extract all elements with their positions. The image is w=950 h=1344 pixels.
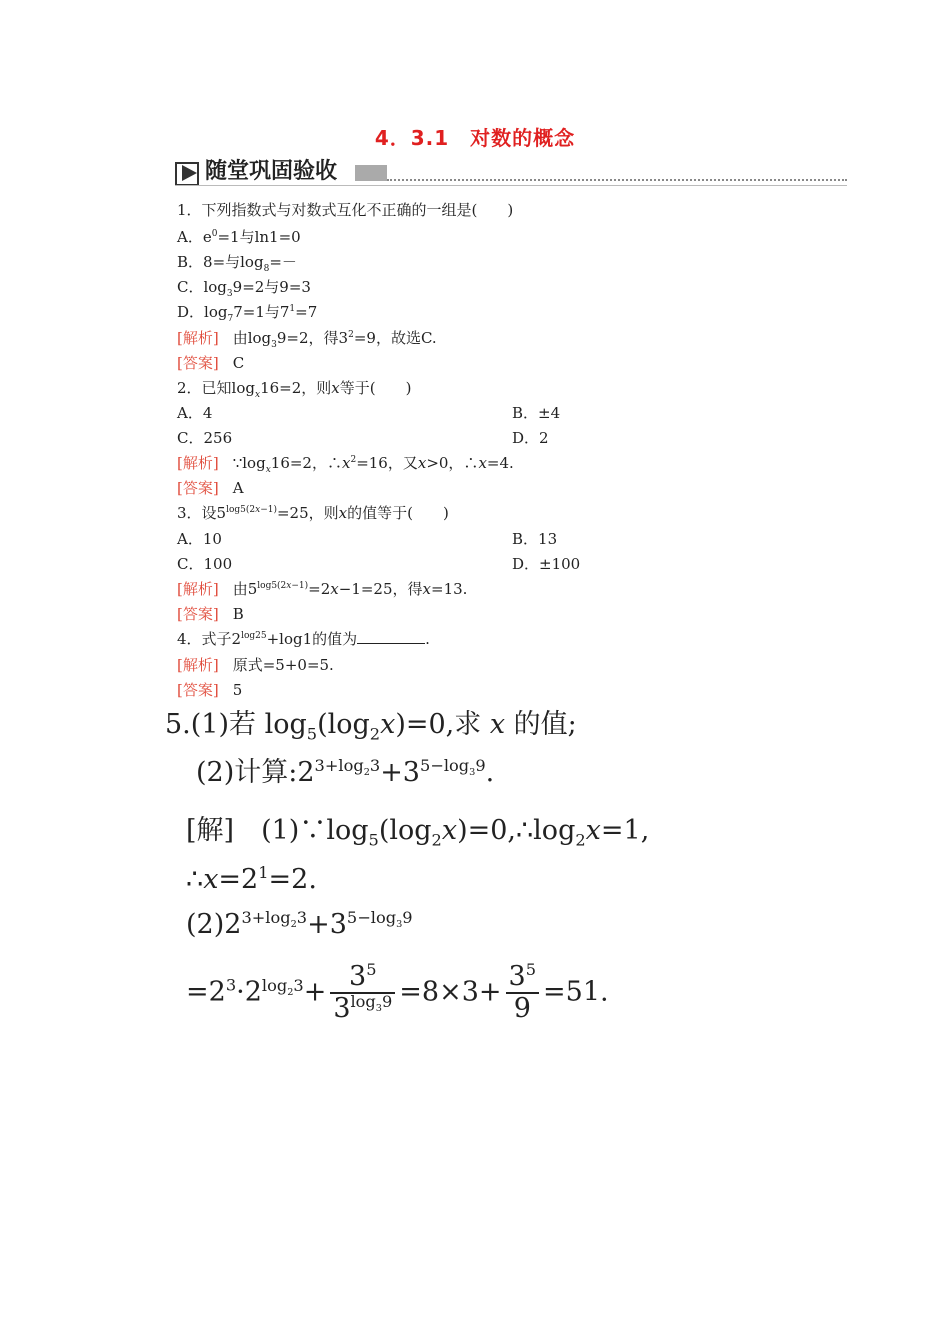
section-title: 随堂巩固验收 (205, 159, 338, 184)
q5-part1: 5.(1)若 $\log_5(\log_2x)=0$,求 x 的值; (165, 709, 577, 744)
q5-solution-line3: $(2)2^{3+log_23}+3^{5-log_39}$ (186, 908, 413, 940)
q2-option-a: A．4 (177, 404, 213, 422)
q2-option-b: B．±4 (512, 404, 561, 422)
q3-answer: [答案] B (177, 605, 244, 623)
q1-option-c: C．$\log_39=2$与9=3 (177, 278, 311, 299)
q2-option-c: C．256 (177, 429, 233, 447)
q1-answer: [答案] C (177, 354, 245, 372)
q1-stem: 1．下列指数式与对数式互化不正确的一组是( ) (177, 201, 514, 219)
q5-part2: (2)计算$:2^{3+log_23}+3^{5-log_39}$. (196, 756, 495, 788)
banner-bar (355, 165, 387, 181)
q3-option-a: A．10 (177, 530, 222, 548)
q5-solution-line1: [解] $(1)\because\log_5(\log_2x)=0,\therefore\log_2x=1$, (186, 815, 650, 850)
q3-option-d: D．±100 (512, 555, 581, 573)
q4-answer: [答案] 5 (177, 681, 243, 699)
q3-option-b: B．13 (512, 530, 558, 548)
q1-analysis: [解析] 由$\log_39=2$，得$3^2=9$，故选C. (177, 329, 437, 350)
q4-analysis: [解析] 原式=5+0=5. (177, 656, 334, 674)
q3-option-c: C．100 (177, 555, 233, 573)
q1-option-d: D．$\log_77=1$与$7^1=7$ (177, 303, 318, 324)
page-title: 4．3.1 对数的概念 (374, 126, 576, 150)
q5-solution-line2: $\therefore x=2^1=2$. (186, 863, 317, 895)
q3-stem: 3．设$5^{log5(2x-1)}=25$，则x的值等于( ) (177, 504, 449, 522)
q1-option-b: B．8=与$\log_8=-$ (177, 253, 297, 274)
q2-analysis: [解析] $\because\log_x16=2$，$\therefore x^2=16$，又x>0，∴x=4. (177, 454, 514, 475)
play-arrow-icon (175, 160, 201, 186)
banner-rule (175, 185, 847, 186)
q2-option-d: D．2 (512, 429, 549, 447)
q2-stem: 2．已知$\log_x16=2$，则x等于( ) (177, 379, 412, 400)
q4-stem: 4．式子$2^{log25}+\log 1$的值为 . (177, 630, 430, 648)
section-banner (175, 158, 847, 186)
q5-solution-line4: $=2^3\cdot 2^{log_23}+$ $\frac{3^5}{3^{log_39}}$ =8×3+ $\frac{3^5}{9}$ =51. (186, 960, 609, 1024)
q2-answer: [答案] A (177, 479, 244, 497)
q3-analysis: [解析] 由$5^{log5(2x-1)}=2x-1=25$，得x=13. (177, 580, 468, 598)
banner-dotted-line (387, 179, 847, 181)
q1-option-a: A．$e^0=1$与ln1=0 (177, 228, 301, 246)
